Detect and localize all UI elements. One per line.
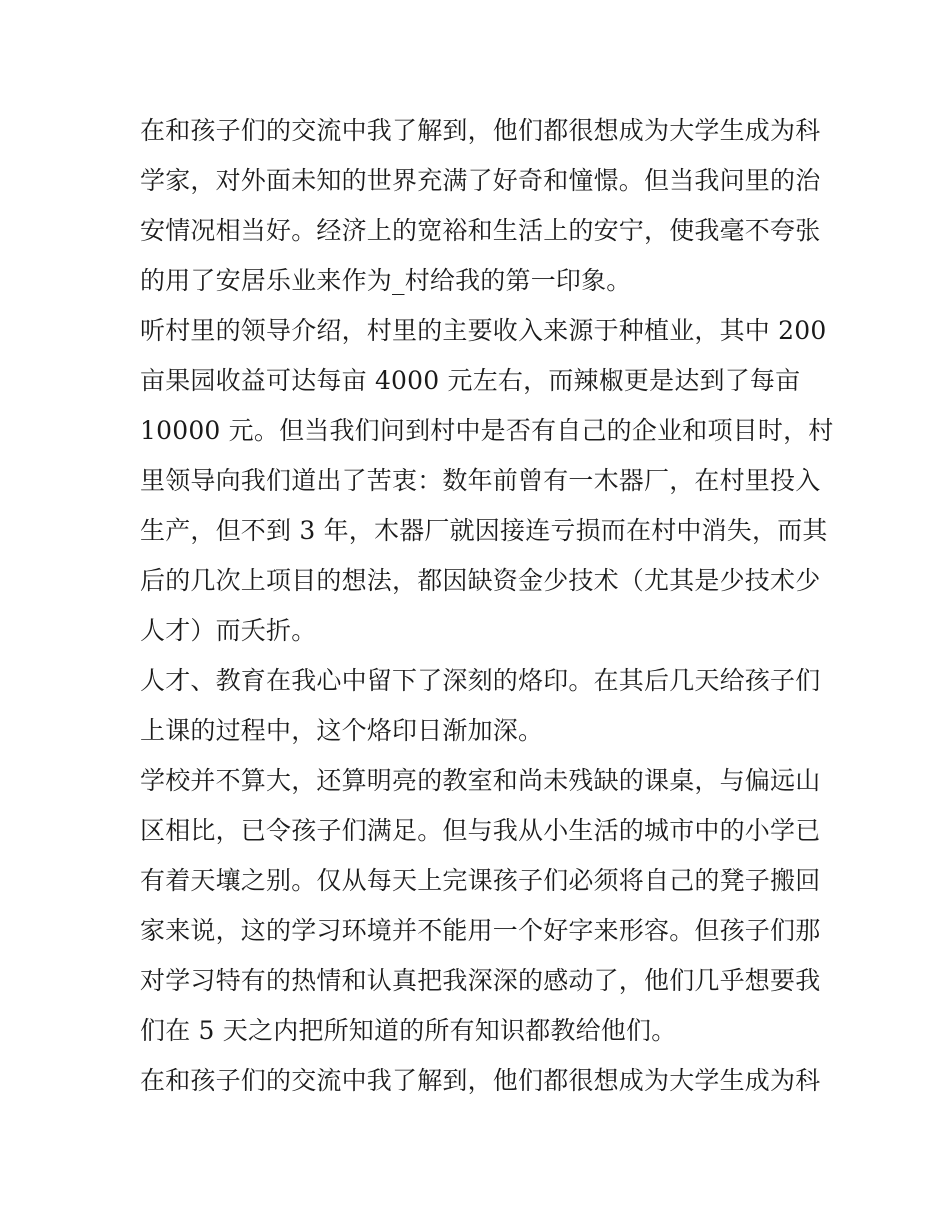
text-line: 10000 元。但当我们问到村中是否有自己的企业和项目时，村: [140, 416, 834, 445]
text-line: 人才、教育在我心中留下了深刻的烙印。在其后几天给孩子们: [140, 666, 821, 695]
text-line: 对学习特有的热情和认真把我深深的感动了，他们几乎想要我: [140, 966, 821, 995]
text-line: 生产，但不到 3 年，木器厂就因接连亏损而在村中消失，而其: [140, 516, 828, 545]
text-line: 学校并不算大，还算明亮的教室和尚未残缺的课桌，与偏远山: [140, 766, 821, 795]
document-body: [140, 106, 834, 1106]
text-line: 上课的过程中，这个烙印日渐加深。: [140, 716, 544, 745]
text-line: 学家，对外面未知的世界充满了好奇和憧憬。但当我问里的治: [140, 166, 821, 195]
text-line: 们在 5 天之内把所知道的所有知识都教给他们。: [140, 1016, 677, 1045]
text-line: 安情况相当好。经济上的宽裕和生活上的安宁，使我毫不夸张: [140, 216, 821, 245]
text-line: 的用了安居乐业来作为_村给我的第一印象。: [140, 266, 632, 295]
text-line: 里领导向我们道出了苦衷：数年前曾有一木器厂，在村里投入: [140, 466, 821, 495]
text-line: 有着天壤之别。仅从每天上完课孩子们必须将自己的凳子搬回: [140, 866, 821, 895]
text-line: 家来说，这的学习环境并不能用一个好字来形容。但孩子们那: [140, 916, 821, 945]
text-line: 亩果园收益可达每亩 4000 元左右，而辣椒更是达到了每亩: [140, 366, 801, 395]
text-line: 人才）而夭折。: [140, 616, 317, 645]
text-line: 在和孩子们的交流中我了解到，他们都很想成为大学生成为科: [140, 1066, 821, 1095]
text-line: 听村里的领导介绍，村里的主要收入来源于种植业，其中 200: [140, 316, 827, 345]
text-line: 区相比，已令孩子们满足。但与我从小生活的城市中的小学已: [140, 816, 821, 845]
text-line: 后的几次上项目的想法，都因缺资金少技术（尤其是少技术少: [140, 566, 821, 595]
text-line: 在和孩子们的交流中我了解到，他们都很想成为大学生成为科: [140, 116, 821, 145]
